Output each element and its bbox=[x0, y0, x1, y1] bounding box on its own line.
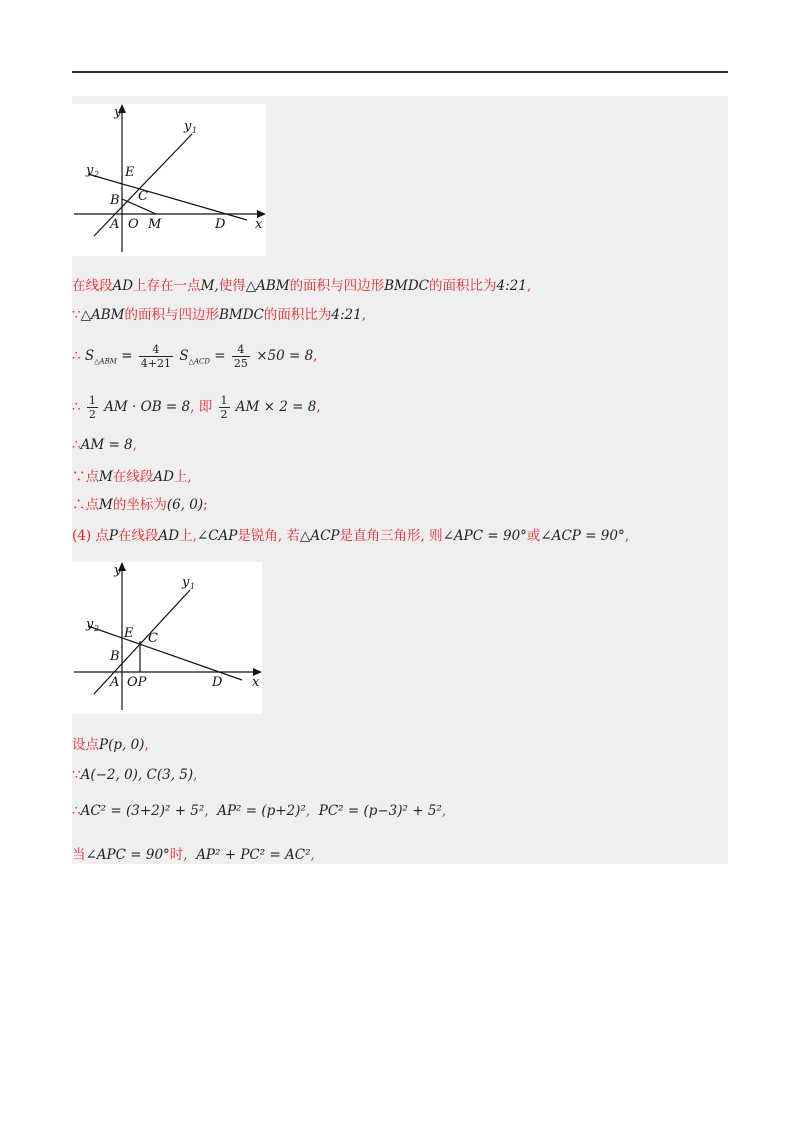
label-OP: OP bbox=[127, 675, 147, 690]
line-10: ∵A(−2, 0), C(3, 5), bbox=[72, 767, 198, 783]
fraction-half-1: $\frac{1}{2}$ bbox=[88, 394, 96, 421]
figure-2-graph bbox=[72, 562, 262, 714]
line-12: 当∠APC = 90°时, AP² + PC² = AC², bbox=[72, 847, 315, 863]
label-y1: y bbox=[184, 119, 192, 134]
label-C: C bbox=[138, 189, 148, 204]
label-y2-sub: 2 bbox=[94, 624, 100, 633]
label-y2: y bbox=[86, 617, 94, 632]
figure-1 bbox=[72, 104, 266, 256]
line-8: (4) 点P在线段AD上,∠CAP是锐角, 若△ACP是直角三角形, 则∠APC = 90°或∠ACP = 90°, bbox=[72, 528, 629, 544]
fraction-4-over-25: $\frac{4}{4+21}$ bbox=[140, 343, 172, 370]
header-rule bbox=[72, 71, 728, 73]
line-9: 设点P(p, 0), bbox=[72, 737, 149, 753]
line-1: 在线段AD上存在一点M,使得△ABM的面积与四边形BMDC的面积比为4:21, bbox=[72, 278, 532, 294]
label-C: C bbox=[148, 631, 158, 646]
figure-1-graph bbox=[72, 104, 266, 256]
line-4: ∴ $\frac{1}{2}$ AM · OB = 8, 即 $\frac{1}{2}$ AM × 2 = 8, bbox=[72, 394, 321, 421]
label-M: M bbox=[148, 217, 162, 232]
label-D: D bbox=[215, 217, 226, 232]
line-3: ∴ $S_{\triangle ABM}$ = $\frac{4}{4+21}$ $S_{\triangle ACD}$ = $\frac{4}{25}$ ×50 = 8, bbox=[72, 343, 318, 370]
label-y2: y bbox=[86, 163, 94, 178]
label-y: y bbox=[114, 563, 122, 578]
label-x: x bbox=[255, 217, 263, 232]
line-y1 bbox=[94, 134, 192, 236]
label-y: y bbox=[114, 105, 122, 120]
label-B: B bbox=[110, 649, 120, 664]
line-5: ∴AM = 8, bbox=[72, 437, 137, 453]
label-y2-sub: 2 bbox=[94, 170, 100, 179]
label-D: D bbox=[212, 675, 223, 690]
label-E: E bbox=[125, 165, 135, 180]
label-A: A bbox=[110, 675, 120, 690]
label-y1-sub: 1 bbox=[192, 126, 198, 135]
label-E: E bbox=[124, 626, 134, 641]
line-2: ∵△ABM的面积与四边形BMDC的面积比为4:21, bbox=[72, 307, 366, 323]
label-x: x bbox=[252, 675, 260, 690]
line-6: ∵点M在线段AD上, bbox=[72, 469, 192, 485]
label-A: A bbox=[110, 217, 120, 232]
label-y1-sub: 1 bbox=[190, 582, 196, 591]
fraction-half-2: $\frac{1}{2}$ bbox=[220, 394, 228, 421]
fraction-4-over-25b: $\frac{4}{25}$ bbox=[233, 343, 248, 370]
line-11: ∴AC² = (3+2)² + 5², AP² = (p+2)², PC² = (p−3)² + 5², bbox=[72, 803, 447, 819]
label-B: B bbox=[110, 193, 120, 208]
figure-2 bbox=[72, 562, 262, 714]
label-y1: y bbox=[182, 575, 190, 590]
line-7: ∴点M的坐标为(6, 0); bbox=[72, 497, 208, 513]
label-O: O bbox=[128, 217, 139, 232]
